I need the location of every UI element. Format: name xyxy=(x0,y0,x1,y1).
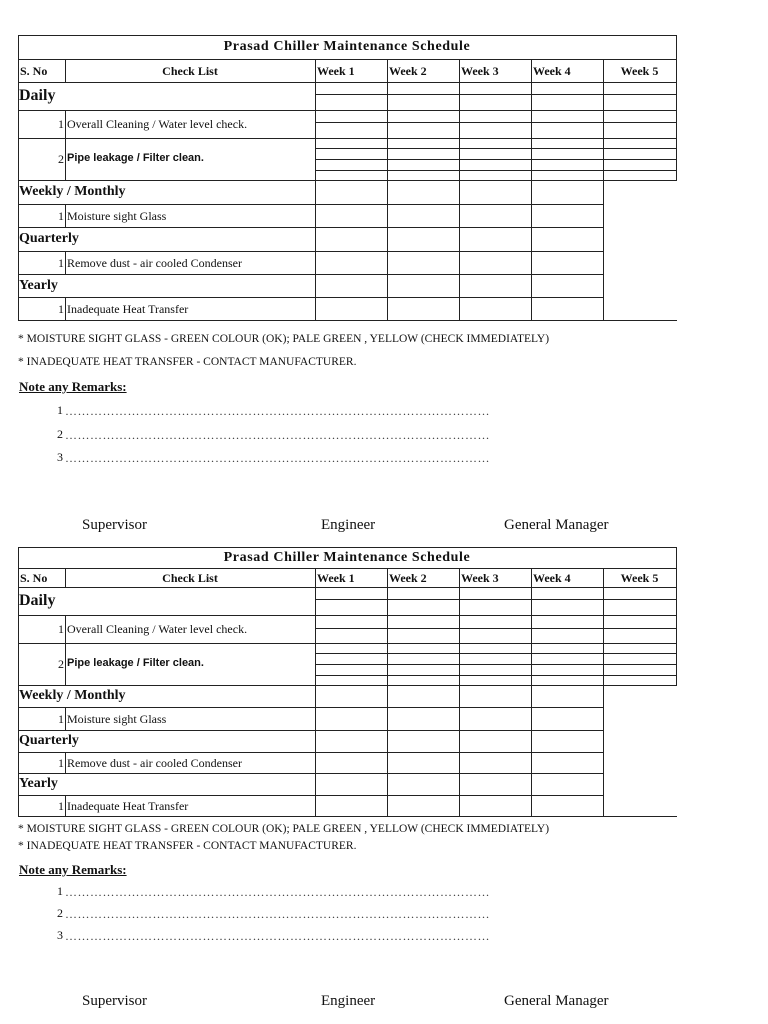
section-title-weekly-monthly: Weekly / Monthly xyxy=(19,184,126,199)
item-number: 2 xyxy=(58,152,64,166)
row-border xyxy=(18,795,604,796)
checklist-item: Remove dust - air cooled Condenser xyxy=(67,756,242,770)
week-col-border xyxy=(315,59,316,321)
row-border xyxy=(18,204,604,205)
remark-dotted-line: ………………………………………………………………………………………… xyxy=(65,452,490,464)
row-border xyxy=(18,730,604,731)
sub-row-line xyxy=(315,148,677,149)
item-number: 1 xyxy=(58,302,64,316)
sno-col-border xyxy=(65,707,66,731)
sno-col-border xyxy=(65,795,66,817)
header-row-border xyxy=(18,587,677,588)
header-week4: Week 4 xyxy=(533,571,571,585)
week-col-border xyxy=(315,568,316,817)
header-row-border xyxy=(18,82,677,83)
row-border xyxy=(18,251,604,252)
section-title-daily: Daily xyxy=(19,592,56,609)
table-bottom-border xyxy=(18,816,677,817)
item-number: 1 xyxy=(58,712,64,726)
header-checklist: Check List xyxy=(162,571,218,585)
header-checklist: Check List xyxy=(162,64,218,78)
title-row-border xyxy=(18,59,677,60)
footnote: * INADEQUATE HEAT TRANSFER - CONTACT MANUFACTURER. xyxy=(18,840,357,852)
sno-col-border xyxy=(65,643,66,686)
item-number: 1 xyxy=(58,756,64,770)
item-number: 2 xyxy=(58,657,64,671)
title-row-border xyxy=(18,568,677,569)
header-sno: S. No xyxy=(20,571,48,585)
signature-supervisor: Supervisor xyxy=(82,517,147,533)
checklist-item: Pipe leakage / Filter clean. xyxy=(67,152,204,164)
sno-col-border xyxy=(65,138,66,181)
row-border xyxy=(18,615,677,616)
checklist-item: Overall Cleaning / Water level check. xyxy=(67,117,248,131)
checklist-item: Overall Cleaning / Water level check. xyxy=(67,622,248,636)
signature-general-manager: General Manager xyxy=(504,993,609,1009)
header-week5: Week 5 xyxy=(620,571,659,585)
week-col-border xyxy=(531,59,532,321)
schedule-title: Prasad Chiller Maintenance Schedule xyxy=(223,550,471,565)
week-col-border xyxy=(387,59,388,321)
checklist-item: Moisture sight Glass xyxy=(67,209,167,223)
header-week5: Week 5 xyxy=(620,64,659,78)
section-title-yearly: Yearly xyxy=(19,278,58,293)
item-number: 1 xyxy=(58,256,64,270)
signature-supervisor: Supervisor xyxy=(82,993,147,1009)
section-title-quarterly: Quarterly xyxy=(19,733,79,748)
sno-col-border xyxy=(65,110,66,139)
row-border xyxy=(18,707,604,708)
row-border xyxy=(18,110,677,111)
checklist-item: Remove dust - air cooled Condenser xyxy=(67,256,242,270)
sub-row-line xyxy=(315,628,677,629)
row-border xyxy=(18,138,677,139)
remark-line-number: 3 xyxy=(57,928,63,942)
item-number: 1 xyxy=(58,209,64,223)
item-number: 1 xyxy=(58,799,64,813)
header-week4: Week 4 xyxy=(533,64,571,78)
section-title-daily: Daily xyxy=(19,87,56,104)
row-border xyxy=(18,180,677,181)
header-week2: Week 2 xyxy=(389,571,427,585)
week-col-border xyxy=(459,568,460,817)
sub-row-line xyxy=(315,664,677,665)
checklist-item: Inadequate Heat Transfer xyxy=(67,799,189,813)
sno-col-border xyxy=(65,204,66,228)
week-col-border xyxy=(459,59,460,321)
sub-row-line xyxy=(315,122,677,123)
week-col-border xyxy=(531,568,532,817)
sub-row-line xyxy=(315,675,677,676)
table-bottom-border xyxy=(18,320,677,321)
row-border xyxy=(18,643,677,644)
remark-dotted-line: ………………………………………………………………………………………… xyxy=(65,908,490,920)
schedule-title: Prasad Chiller Maintenance Schedule xyxy=(223,39,471,54)
item-number: 1 xyxy=(58,622,64,636)
week-col-border xyxy=(603,568,604,817)
checklist-item: Moisture sight Glass xyxy=(67,712,167,726)
sub-row-line xyxy=(315,653,677,654)
header-week3: Week 3 xyxy=(461,571,499,585)
remark-dotted-line: ………………………………………………………………………………………… xyxy=(65,405,490,417)
remark-line-number: 2 xyxy=(57,906,63,920)
row-border xyxy=(18,274,604,275)
row-border xyxy=(18,752,604,753)
header-week3: Week 3 xyxy=(461,64,499,78)
row-border xyxy=(18,773,604,774)
footnote: * MOISTURE SIGHT GLASS - GREEN COLOUR (OK); PALE GREEN , YELLOW (CHECK IMMEDIATELY) xyxy=(18,823,550,835)
checklist-item: Inadequate Heat Transfer xyxy=(67,302,189,316)
header-week2: Week 2 xyxy=(389,64,427,78)
row-border xyxy=(18,227,604,228)
checklist-item: Pipe leakage / Filter clean. xyxy=(67,657,204,669)
remark-line-number: 1 xyxy=(57,403,63,417)
sub-row-line xyxy=(315,94,677,95)
table-right-border xyxy=(676,547,677,686)
section-title-quarterly: Quarterly xyxy=(19,231,79,246)
item-number: 1 xyxy=(58,117,64,131)
header-sno: S. No xyxy=(20,64,48,78)
signature-engineer: Engineer xyxy=(321,517,376,533)
table-top-border xyxy=(18,35,677,36)
remark-line-number: 1 xyxy=(57,884,63,898)
sno-col-border xyxy=(65,297,66,321)
sub-row-line xyxy=(315,170,677,171)
sno-col-border xyxy=(65,752,66,774)
signature-engineer: Engineer xyxy=(321,993,376,1009)
footnote: * INADEQUATE HEAT TRANSFER - CONTACT MANUFACTURER. xyxy=(18,356,357,368)
sno-col-border xyxy=(65,251,66,275)
remark-dotted-line: ………………………………………………………………………………………… xyxy=(65,429,490,441)
footnote: * MOISTURE SIGHT GLASS - GREEN COLOUR (OK); PALE GREEN , YELLOW (CHECK IMMEDIATELY) xyxy=(18,333,550,345)
sub-row-line xyxy=(315,599,677,600)
header-week1: Week 1 xyxy=(317,571,355,585)
remark-line-number: 2 xyxy=(57,427,63,441)
week-col-border xyxy=(603,59,604,321)
section-title-yearly: Yearly xyxy=(19,776,58,791)
sno-col-border xyxy=(65,615,66,644)
header-week1: Week 1 xyxy=(317,64,355,78)
section-title-weekly-monthly: Weekly / Monthly xyxy=(19,688,126,703)
remarks-heading: Note any Remarks: xyxy=(19,379,127,394)
remarks-heading: Note any Remarks: xyxy=(19,862,127,877)
remark-dotted-line: ………………………………………………………………………………………… xyxy=(65,930,490,942)
remark-dotted-line: ………………………………………………………………………………………… xyxy=(65,886,490,898)
table-top-border xyxy=(18,547,677,548)
week-col-border xyxy=(387,568,388,817)
remark-line-number: 3 xyxy=(57,450,63,464)
row-border xyxy=(18,297,604,298)
row-border xyxy=(18,685,677,686)
sub-row-line xyxy=(315,159,677,160)
signature-general-manager: General Manager xyxy=(504,517,609,533)
